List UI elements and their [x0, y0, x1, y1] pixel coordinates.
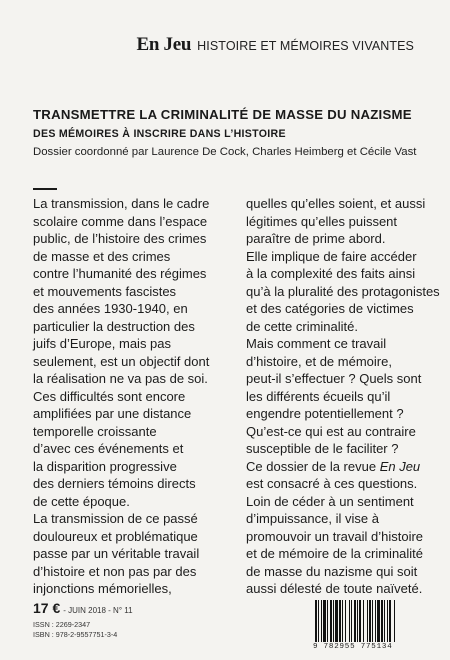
text-line: amplifiées par une distance — [33, 406, 192, 421]
text-line: et mouvements fascistes — [33, 283, 177, 299]
barcode-bar — [330, 600, 332, 642]
isbn: ISBN : 978-2-9557751-3-4 — [33, 629, 118, 639]
subtitle: DES MÉMOIRES À INSCRIRE DANS L’HISTOIRE — [33, 128, 286, 140]
footer-info — [33, 600, 133, 639]
text-line: d’histoire, et de mémoire, — [246, 353, 392, 369]
text-line: aussi délesté de toute naïveté. — [246, 581, 423, 596]
right-column-tail — [246, 493, 436, 598]
barcode-bar — [394, 600, 395, 642]
journal-header — [136, 34, 414, 56]
text-line: et de mémoire de la criminalité — [246, 546, 424, 561]
text-line: la disparition progressive — [33, 458, 177, 474]
divider-rule — [33, 188, 57, 190]
text-line: promouvoir un travail d’histoire — [246, 528, 424, 544]
price: 17 € — [33, 600, 61, 616]
text-line: de cette criminalité. — [246, 318, 358, 334]
text-line: particulier la destruction des — [33, 318, 195, 334]
text-line: La transmission de ce passé — [33, 511, 198, 526]
title-block — [33, 107, 423, 158]
body-column-right — [246, 195, 440, 598]
barcode-bar — [349, 600, 350, 642]
text-line: Qu’est-ce qui est au contraire — [246, 423, 416, 439]
text-line: temporelle croissante — [33, 423, 157, 439]
text-line: La transmission, dans le cadre — [33, 196, 210, 211]
barcode-bar — [384, 600, 385, 642]
text-line: d’histoire et non pas par des — [33, 563, 197, 579]
text-line: la réalisation ne va pas de soi. — [33, 371, 208, 386]
identifiers — [33, 620, 133, 639]
text-line: légitimes qu’elles puissent — [246, 213, 398, 229]
barcode-bar — [359, 600, 361, 642]
text-line: quelles qu’elles soient, et aussi — [246, 196, 426, 211]
barcode-bar — [339, 600, 341, 642]
barcode-bar — [372, 600, 373, 642]
barcode-bar — [351, 600, 352, 642]
text-line: Loin de céder à un sentiment — [246, 493, 414, 509]
barcode-bar — [377, 600, 380, 642]
text-line: douloureux et problématique — [33, 528, 198, 544]
barcode-bar — [342, 600, 343, 642]
barcode-digits: 9 782955 775134 — [313, 643, 393, 651]
barcode-bar — [381, 600, 383, 642]
barcode-bar — [363, 600, 364, 642]
text-line: des derniers témoins directs — [33, 476, 196, 491]
text-line: de cette époque. — [33, 493, 130, 509]
text-line: injonctions mémorielles, — [33, 581, 172, 596]
barcode-bar — [387, 600, 388, 642]
text-line: peut-il s’effectuer ? Quels sont — [246, 371, 422, 386]
text-line: juifs d’Europe, mais pas — [33, 336, 172, 351]
text-line: Elle implique de faire accéder — [246, 248, 417, 264]
barcode-bar — [357, 600, 358, 642]
journal-logo: En Jeu — [136, 34, 192, 55]
text-line: Mais comment ce travail — [246, 336, 387, 351]
barcode-bar — [327, 600, 328, 642]
barcode-bar — [354, 600, 356, 642]
price-line — [33, 600, 133, 616]
barcode-bar — [318, 600, 319, 642]
right-column-lines — [246, 195, 440, 458]
journal-sentence-after: est consacré à ces questions. — [246, 476, 418, 491]
text-line: susceptible de le faciliter ? — [246, 441, 399, 456]
issn: ISSN : 2269-2347 — [33, 620, 91, 629]
issue-date: - JUIN 2018 - N° 11 — [63, 606, 133, 615]
barcode-bars — [313, 600, 425, 642]
text-line: Ces difficultés sont encore — [33, 388, 186, 404]
journal-series: HISTOIRE ET MÉMOIRES VIVANTES — [197, 39, 414, 53]
text-line: d’impuissance, il vise à — [246, 511, 379, 526]
text-line: qu’à la pluralité des protagonistes — [246, 283, 440, 299]
text-line: public, de l’histoire des crimes — [33, 231, 207, 246]
journal-name: En Jeu — [379, 458, 421, 474]
barcode-bar — [335, 600, 338, 642]
journal-sentence-before: Ce dossier de la revue — [246, 458, 380, 474]
text-line: passe par un véritable travail — [33, 546, 200, 561]
main-title: TRANSMETTRE LA CRIMINALITÉ DE MASSE DU NAZISME — [33, 107, 412, 122]
body-column-left — [33, 195, 233, 598]
text-line: les différents écueils qu’il — [246, 388, 391, 404]
barcode-bar — [367, 600, 368, 642]
editors-line: Dossier coordonné par Laurence De Cock, Charles Heimberg et Cécile Vast — [33, 146, 417, 158]
journal-sentence-line — [246, 458, 436, 476]
barcode — [313, 600, 425, 651]
barcode-bar — [369, 600, 371, 642]
text-line: contre l’humanité des régimes — [33, 266, 207, 281]
barcode-bar — [345, 600, 346, 642]
text-line: de masse et des crimes — [33, 248, 171, 264]
text-line: engendre potentiellement ? — [246, 406, 404, 421]
text-line: scolaire comme dans l’espace — [33, 213, 208, 229]
barcode-bar — [321, 600, 322, 642]
text-line: de masse du nazisme qui soit — [246, 563, 418, 579]
text-line: paraître de prime abord. — [246, 231, 386, 246]
barcode-bar — [389, 600, 391, 642]
text-line: et des catégories de victimes — [246, 301, 414, 316]
text-line: des années 1930-1940, en — [33, 301, 188, 316]
barcode-bar — [333, 600, 334, 642]
barcode-bar — [323, 600, 326, 642]
barcode-bar — [375, 600, 376, 642]
barcode-bar — [315, 600, 317, 642]
text-line: d’avec ces événements et — [33, 441, 184, 456]
text-line: à la complexité des faits ainsi — [246, 266, 416, 281]
text-line: seulement, est un objectif dont — [33, 353, 210, 369]
